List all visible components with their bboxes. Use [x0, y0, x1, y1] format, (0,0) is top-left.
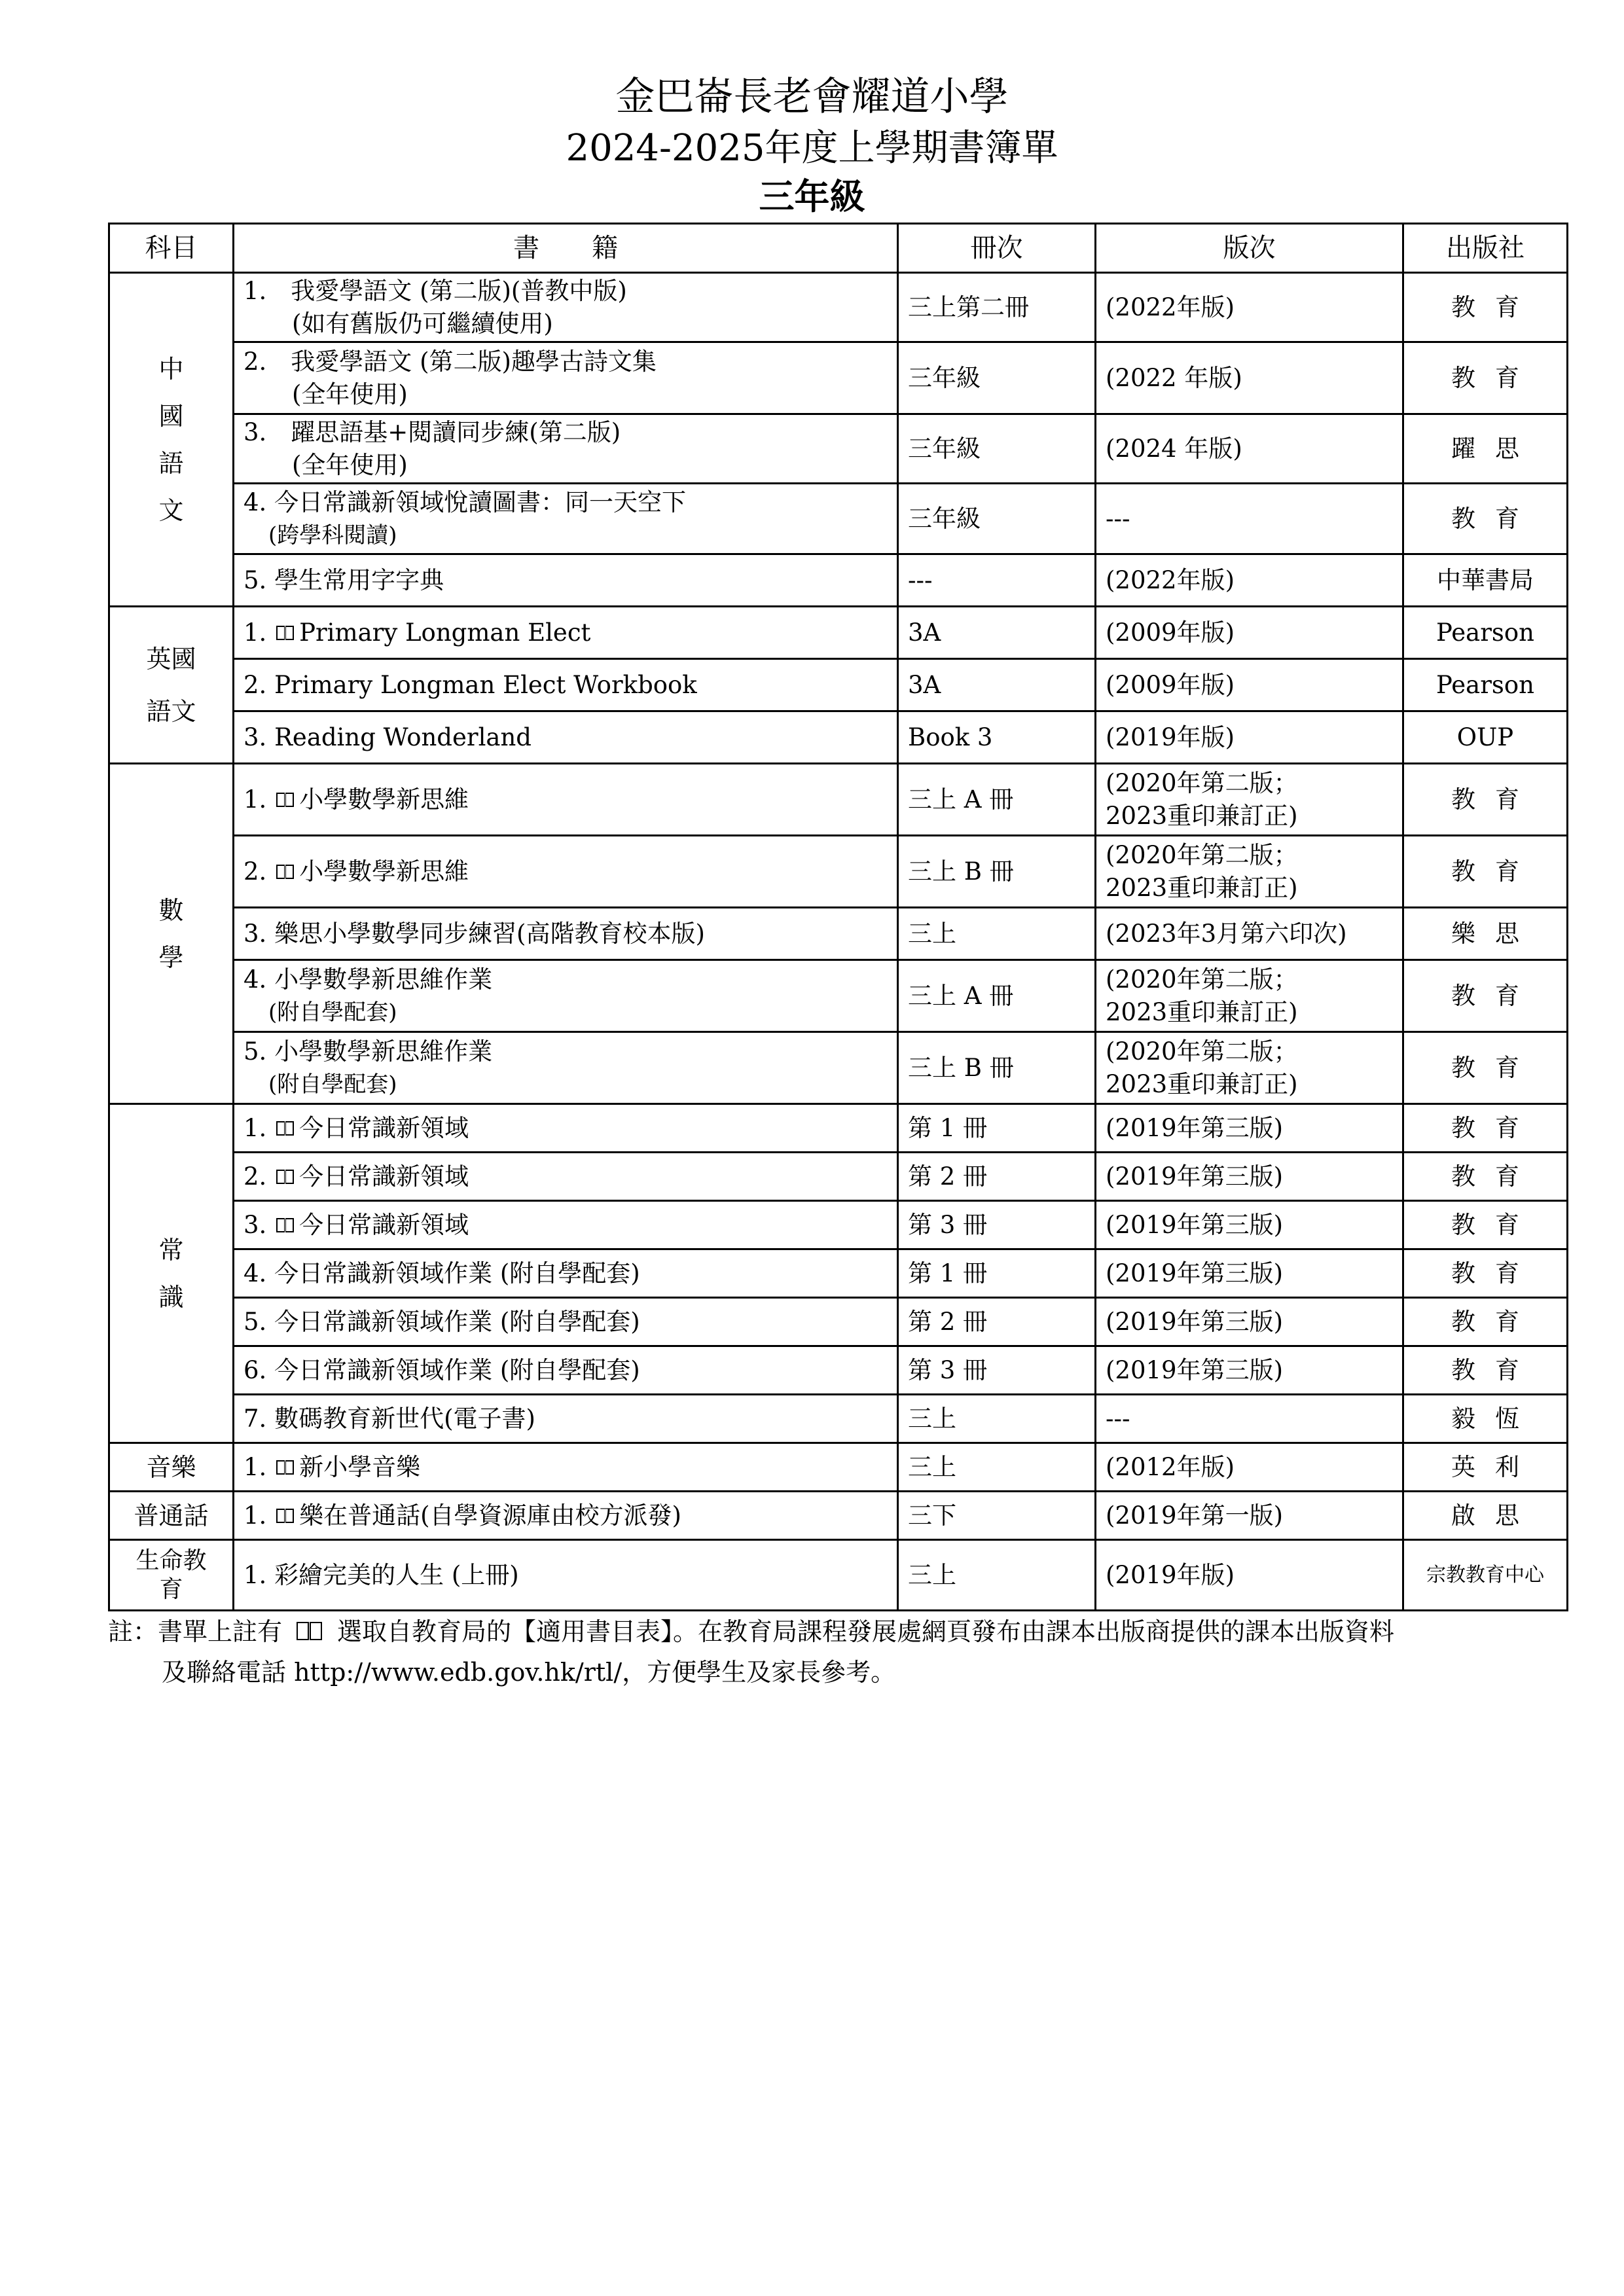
table-row	[109, 960, 1568, 1032]
table-row	[109, 414, 1568, 484]
subject-math: 數學	[109, 764, 234, 1104]
book-title: 3. 樂思小學數學同步練習(高階教育校本版)	[234, 908, 898, 960]
footnote-line1: 選取自教育局的【適用書目表】。在教育局課程發展處網頁發布由課本出版商提供的課本出版資料	[337, 1617, 1395, 1646]
book-title: 6. 今日常識新領域作業 (附自學配套)	[234, 1346, 898, 1395]
publisher: 教育	[1403, 960, 1568, 1032]
edition: (2022年版)	[1096, 554, 1403, 607]
publisher: OUP	[1403, 711, 1568, 764]
table-row	[109, 1443, 1568, 1492]
edition: (2020年第二版； 2023重印兼訂正)	[1096, 1032, 1403, 1104]
book-title: 5. 小學數學新思維作業 (附自學配套)	[234, 1032, 898, 1104]
book-title: 1. 小學數學新思維	[234, 764, 898, 836]
table-row	[109, 1492, 1568, 1540]
edition: ---	[1096, 1395, 1403, 1443]
volume: 三上	[898, 1443, 1096, 1492]
edition: (2023年3月第六印次)	[1096, 908, 1403, 960]
publisher: 教育	[1403, 273, 1568, 342]
publisher: 教育	[1403, 484, 1568, 554]
recommended-book-icon	[295, 1622, 324, 1643]
volume: 三上 B 冊	[898, 1032, 1096, 1104]
table-row	[109, 1395, 1568, 1443]
volume: 三上 A 冊	[898, 960, 1096, 1032]
table-row	[109, 764, 1568, 836]
publisher: 教育	[1403, 836, 1568, 908]
publisher: 教育	[1403, 1346, 1568, 1395]
publisher: 教育	[1403, 1153, 1568, 1201]
table-row	[109, 1201, 1568, 1249]
volume: 3A	[898, 607, 1096, 659]
publisher: 教育	[1403, 1249, 1568, 1298]
table-row	[109, 554, 1568, 607]
book-title: 1. Primary Longman Elect	[234, 607, 898, 659]
volume: 三年級	[898, 414, 1096, 484]
recommended-book-icon	[276, 865, 297, 882]
subject-putonghua: 普通話	[109, 1492, 234, 1540]
recommended-book-icon	[276, 793, 297, 810]
table-row	[109, 908, 1568, 960]
edition: (2019年第三版)	[1096, 1201, 1403, 1249]
table-row	[109, 1540, 1568, 1611]
footnote-prefix: 註：書單上註有	[108, 1617, 283, 1646]
edition: (2020年第二版； 2023重印兼訂正)	[1096, 960, 1403, 1032]
book-title: 2. Primary Longman Elect Workbook	[234, 659, 898, 711]
edition: (2009年版)	[1096, 607, 1403, 659]
table-row	[109, 711, 1568, 764]
volume: 3A	[898, 659, 1096, 711]
header-books: 書 籍	[234, 224, 898, 273]
table-row	[109, 484, 1568, 554]
publisher: Pearson	[1403, 607, 1568, 659]
table-row	[109, 1104, 1568, 1153]
book-title: 1. 今日常識新領域	[234, 1104, 898, 1153]
table-row	[109, 273, 1568, 342]
table-row	[109, 1249, 1568, 1298]
edition: (2020年第二版； 2023重印兼訂正)	[1096, 764, 1403, 836]
publisher: 教育	[1403, 342, 1568, 414]
volume: 三下	[898, 1492, 1096, 1540]
publisher: Pearson	[1403, 659, 1568, 711]
header-publisher: 出版社	[1403, 224, 1568, 273]
publisher: 躍思	[1403, 414, 1568, 484]
header-edition: 版次	[1096, 224, 1403, 273]
volume: 第 2 冊	[898, 1153, 1096, 1201]
subject-life-education: 生命教 育	[109, 1540, 234, 1611]
edition: (2019年第三版)	[1096, 1298, 1403, 1346]
table-row	[109, 659, 1568, 711]
book-title: 2. 小學數學新思維	[234, 836, 898, 908]
table-header-row	[109, 224, 1568, 273]
volume: 三上	[898, 1395, 1096, 1443]
volume: 三上 A 冊	[898, 764, 1096, 836]
book-title: 7. 數碼教育新世代(電子書)	[234, 1395, 898, 1443]
recommended-book-icon	[276, 1460, 297, 1477]
volume: 第 3 冊	[898, 1346, 1096, 1395]
publisher: 中華書局	[1403, 554, 1568, 607]
recommended-book-icon	[276, 626, 297, 643]
table-row	[109, 1153, 1568, 1201]
book-title: 3. 今日常識新領域	[234, 1201, 898, 1249]
school-name: 金巴崙長老會耀道小學	[615, 74, 1009, 120]
volume: 三年級	[898, 342, 1096, 414]
book-title: 1. 彩繪完美的人生 (上冊)	[234, 1540, 898, 1611]
volume: 三上第二冊	[898, 273, 1096, 342]
volume: ---	[898, 554, 1096, 607]
book-title: 3. Reading Wonderland	[234, 711, 898, 764]
subject-chinese: 中國語文	[109, 273, 234, 607]
volume: 三上	[898, 1540, 1096, 1611]
edition: (2020年第二版； 2023重印兼訂正)	[1096, 836, 1403, 908]
publisher: 教育	[1403, 1298, 1568, 1346]
publisher: 毅恆	[1403, 1395, 1568, 1443]
grade-title: 三年級	[759, 176, 865, 217]
publisher: 樂思	[1403, 908, 1568, 960]
book-title: 5. 今日常識新領域作業 (附自學配套)	[234, 1298, 898, 1346]
book-title: 5. 學生常用字字典	[234, 554, 898, 607]
volume: 三上 B 冊	[898, 836, 1096, 908]
volume: 第 1 冊	[898, 1249, 1096, 1298]
table-row	[109, 836, 1568, 908]
recommended-book-icon	[276, 1121, 297, 1138]
edition: ---	[1096, 484, 1403, 554]
volume: 第 3 冊	[898, 1201, 1096, 1249]
footnote	[108, 1611, 1581, 1693]
book-title: 1. 新小學音樂	[234, 1443, 898, 1492]
footnote-line2: 及聯絡電話 http://www.edb.gov.hk/rtl/，方便學生及家長參考。	[162, 1658, 896, 1687]
publisher: 英利	[1403, 1443, 1568, 1492]
publisher: 宗教教育中心	[1403, 1540, 1568, 1611]
book-title: 4. 今日常識新領域悅讀圖書：同一天空下 (跨學科閱讀)	[234, 484, 898, 554]
subject-english: 英國 語文	[109, 607, 234, 764]
publisher: 教育	[1403, 764, 1568, 836]
publisher: 啟思	[1403, 1492, 1568, 1540]
book-title: 2. 今日常識新領域	[234, 1153, 898, 1201]
edition: (2012年版)	[1096, 1443, 1403, 1492]
edition: (2019年第三版)	[1096, 1153, 1403, 1201]
header-volume: 冊次	[898, 224, 1096, 273]
edition: (2022 年版)	[1096, 342, 1403, 414]
edition: (2024 年版)	[1096, 414, 1403, 484]
recommended-book-icon	[276, 1218, 297, 1235]
term-title: 2024-2025年度上學期書簿單	[566, 127, 1058, 170]
edition: (2019年第三版)	[1096, 1104, 1403, 1153]
volume: 第 1 冊	[898, 1104, 1096, 1153]
subject-general-studies: 常識	[109, 1104, 234, 1443]
edition: (2009年版)	[1096, 659, 1403, 711]
edition: (2022年版)	[1096, 273, 1403, 342]
recommended-book-icon	[276, 1509, 297, 1526]
book-title: 2. 我愛學語文 (第二版)趣學古詩文集 (全年使用)	[234, 342, 898, 414]
edition: (2019年第三版)	[1096, 1249, 1403, 1298]
header-subject: 科目	[109, 224, 234, 273]
edition: (2019年第一版)	[1096, 1492, 1403, 1540]
publisher: 教育	[1403, 1104, 1568, 1153]
publisher: 教育	[1403, 1201, 1568, 1249]
edition: (2019年第三版)	[1096, 1346, 1403, 1395]
book-title: 4. 小學數學新思維作業 (附自學配套)	[234, 960, 898, 1032]
table-row	[109, 342, 1568, 414]
publisher: 教育	[1403, 1032, 1568, 1104]
book-list-table	[108, 223, 1568, 1611]
book-title: 3. 躍思語基+閱讀同步練(第二版) (全年使用)	[234, 414, 898, 484]
book-title: 1. 樂在普通話(自學資源庫由校方派發)	[234, 1492, 898, 1540]
volume: 三年級	[898, 484, 1096, 554]
table-row	[109, 607, 1568, 659]
edition: (2019年版)	[1096, 711, 1403, 764]
table-row	[109, 1346, 1568, 1395]
book-title: 1. 我愛學語文 (第二版)(普教中版) (如有舊版仍可繼續使用)	[234, 273, 898, 342]
edition: (2019年版)	[1096, 1540, 1403, 1611]
subject-music: 音樂	[109, 1443, 234, 1492]
book-title: 4. 今日常識新領域作業 (附自學配套)	[234, 1249, 898, 1298]
table-row	[109, 1032, 1568, 1104]
volume: 三上	[898, 908, 1096, 960]
table-row	[109, 1298, 1568, 1346]
volume: 第 2 冊	[898, 1298, 1096, 1346]
volume: Book 3	[898, 711, 1096, 764]
recommended-book-icon	[276, 1170, 297, 1187]
